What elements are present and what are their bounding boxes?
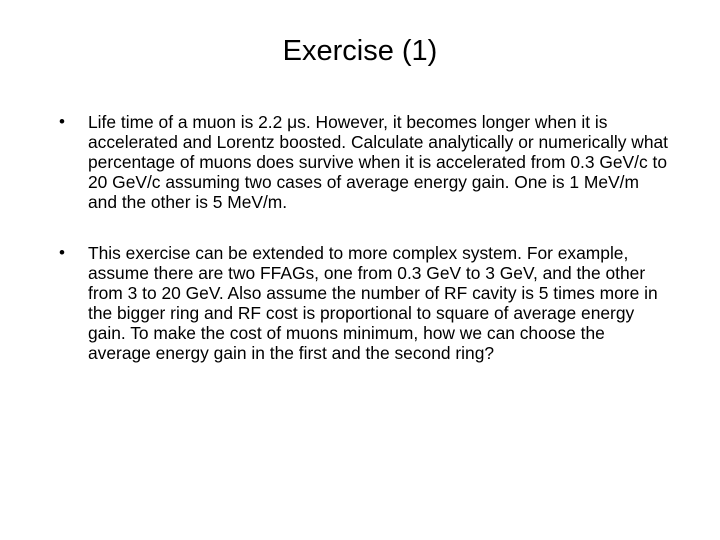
slide-title: Exercise (1) [282,35,438,67]
bullet-text: Life time of a muon is 2.2 μs. However, it becomes longer when it is accelerated and Lorentz boosted. Calculate analytically or numerically what percentage of muons does survive when it is accelerated from 0.3 GeV/c to 20 GeV/c assuming two cases of average energy gain. One is 1 MeV/m and the other is 5 MeV/m. [88,112,669,212]
bullet-list [59,112,669,394]
bullet-icon: • [59,243,65,262]
bullet-icon: • [59,112,65,131]
bullet-text: This exercise can be extended to more complex system. For example, assume there are two FFAGs, one from 0.3 GeV to 3 GeV, and the other from 3 to 20 GeV. Also assume the number of RF cavity is 5 times more in the bigger ring and RF cost is proportional to square of average energy gain. To make the cost of muons minimum, how we can choose the average energy gain in the first and the second ring? [88,243,658,363]
bullet-item-ffag-cost [59,243,669,363]
bullet-item-muon-lifetime [59,112,669,212]
